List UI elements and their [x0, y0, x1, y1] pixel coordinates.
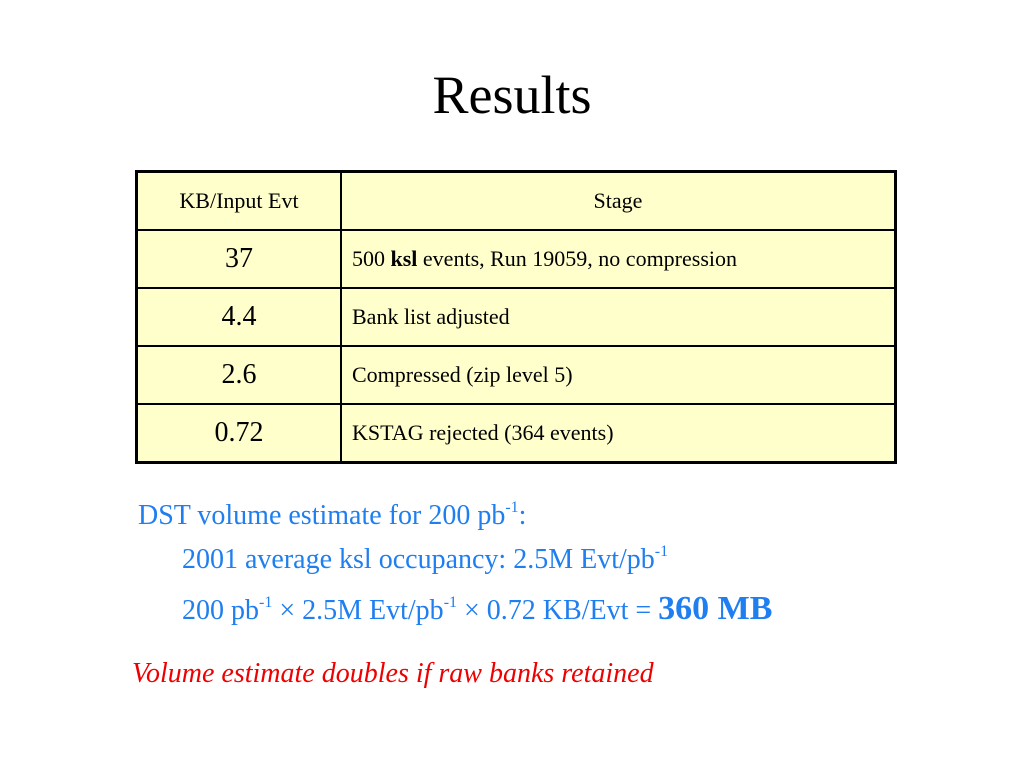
stage-cell — [341, 230, 896, 288]
superscript: -1 — [259, 594, 273, 611]
calc-part: × 0.72 KB/Evt = — [457, 595, 659, 626]
superscript: -1 — [443, 594, 458, 611]
calc-part: × 2.5M Evt/pb — [272, 595, 444, 626]
calc-part: 200 pb — [182, 595, 259, 626]
stage-text: 500 — [352, 246, 391, 271]
kb-value-cell: 37 — [137, 230, 342, 288]
kb-value-cell: 2.6 — [137, 346, 342, 404]
kb-value-cell: 4.4 — [137, 288, 342, 346]
table-row — [137, 346, 896, 404]
stage-cell: KSTAG rejected (364 events) — [341, 404, 896, 463]
occupancy-text: 2001 average ksl occupancy: 2.5M Evt/pb — [182, 544, 655, 575]
stage-text: events, Run 19059, no compression — [417, 246, 738, 271]
stage-bold-text: ksl — [390, 246, 418, 271]
estimate-heading — [138, 499, 527, 531]
stage-cell: Compressed (zip level 5) — [341, 346, 896, 404]
column-header-kb-per-event: KB/Input Evt — [137, 172, 342, 231]
column-header-stage: Stage — [341, 172, 896, 231]
stage-cell: Bank list adjusted — [341, 288, 896, 346]
superscript: -1 — [654, 543, 669, 560]
results-table — [135, 170, 897, 464]
kb-value-cell: 0.72 — [137, 404, 342, 463]
table-row — [137, 230, 896, 288]
occupancy-line — [182, 543, 669, 575]
estimate-heading-text: DST volume estimate for 200 pb — [138, 500, 506, 531]
calculation-line — [182, 592, 772, 626]
raw-banks-note: Volume estimate doubles if raw banks retained — [132, 658, 654, 689]
estimate-heading-tail: : — [518, 500, 527, 531]
table-row — [137, 288, 896, 346]
table-header-row — [137, 172, 896, 231]
superscript: -1 — [505, 499, 519, 516]
table-row — [137, 404, 896, 463]
calc-result: 360 MB — [658, 590, 773, 627]
page-title: Results — [432, 65, 592, 125]
